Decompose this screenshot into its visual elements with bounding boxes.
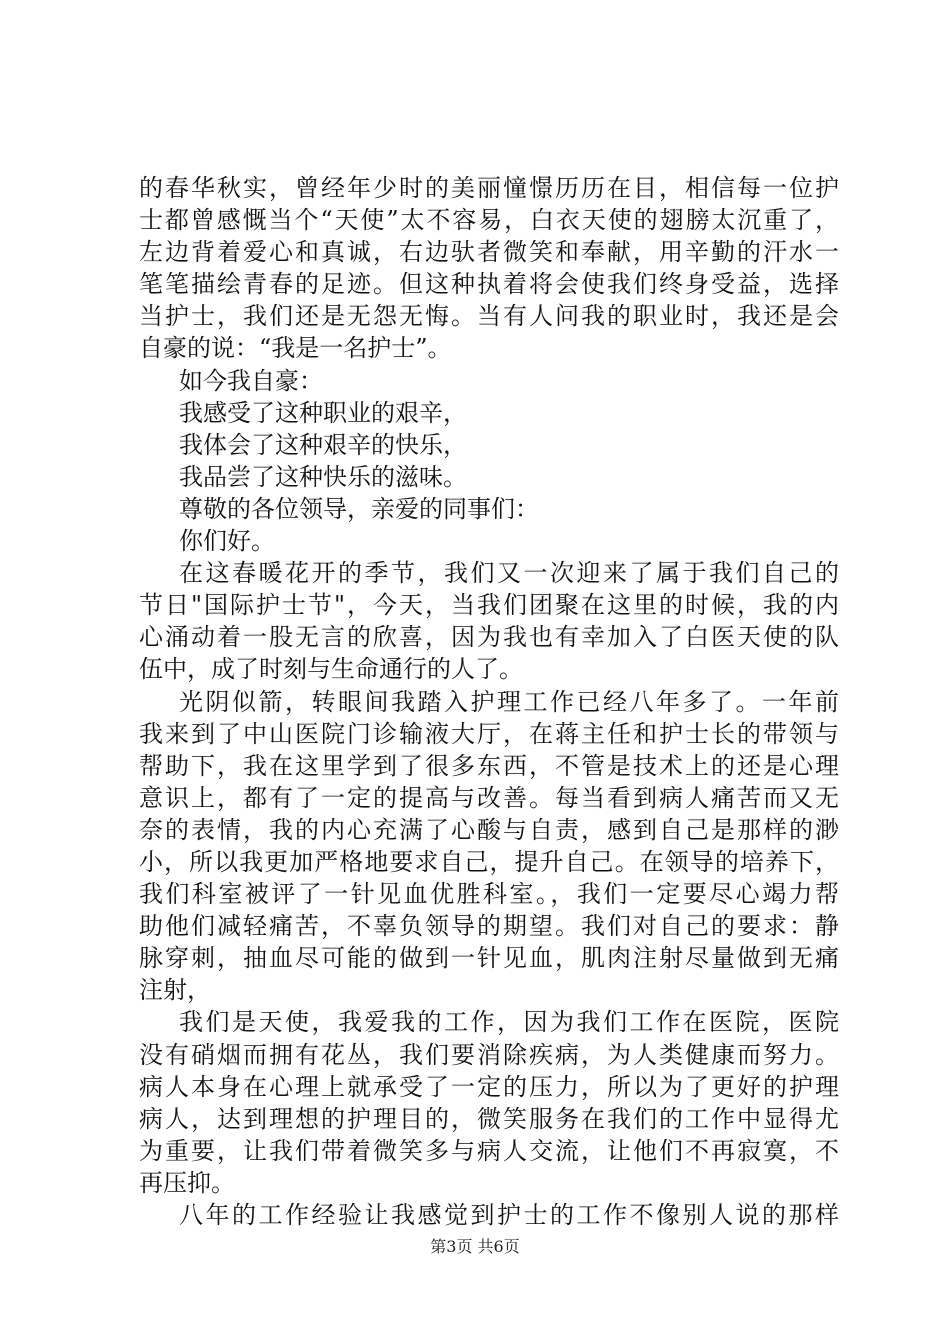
text-line: 节日"国际护士节"，今天，当我们团聚在这里的时候，我的内 (139, 591, 839, 620)
text-line: 病人本身在心理上就承受了一定的压力，所以为了更好的护理 (139, 1072, 839, 1101)
text-line: 病人，达到理想的护理目的，微笑服务在我们的工作中显得尤 (139, 1104, 839, 1133)
text-line: 帮助下，我在这里学到了很多东西，不管是技术上的还是心理 (139, 751, 839, 780)
text-line: 士都曾感慨当个“天使”太不容易，白衣天使的翅膀太沉重了， (139, 206, 839, 235)
text-line: 助他们减轻痛苦，不辜负领导的期望。我们对自己的要求：静 (139, 912, 839, 941)
text-line: 在这春暖花开的季节，我们又一次迎来了属于我们自己的 (179, 559, 839, 588)
text-line: 心涌动着一股无言的欣喜，因为我也有幸加入了白医天使的队 (139, 623, 839, 652)
document-body (139, 172, 839, 1231)
text-line: 再压抑。 (139, 1168, 235, 1197)
text-line: 伍中，成了时刻与生命通行的人了。 (139, 655, 523, 684)
text-line: 尊敬的各位领导，亲爱的同事们： (179, 494, 539, 523)
text-line: 小，所以我更加严格地要求自己，提升自己。在领导的培养下， (139, 847, 839, 876)
text-line: 八年的工作经验让我感觉到护士的工作不像别人说的那样 (179, 1201, 839, 1229)
text-line: 我们是天使，我爱我的工作，因为我们工作在医院，医院 (179, 1008, 839, 1037)
text-line: 我们科室被评了一针见血优胜科室。，我们一定要尽心竭力帮 (139, 880, 839, 909)
text-line: 笔笔描绘青春的足迹。但这种执着将会使我们终身受益，选择 (139, 270, 839, 299)
text-line: 为重要，让我们带着微笑多与病人交流，让他们不再寂寞，不 (139, 1136, 839, 1165)
text-line: 的春华秋实，曾经年少时的美丽憧憬历历在目，相信每一位护 (139, 174, 839, 202)
text-line: 我体会了这种艰辛的快乐， (179, 430, 467, 459)
text-line: 自豪的说：“我是一名护士”。 (139, 334, 452, 363)
text-line: 如今我自豪： (179, 366, 323, 395)
text-line: 没有硝烟而拥有花丛，我们要消除疾病，为人类健康而努力。 (139, 1040, 839, 1069)
text-line: 我来到了中山医院门诊输液大厅，在蒋主任和护士长的带领与 (139, 719, 839, 748)
text-line: 你们好。 (179, 527, 275, 556)
text-line: 左边背着爱心和真诚，右边驮者微笑和奉献，用辛勤的汗水一 (139, 238, 839, 267)
text-line: 注射， (139, 976, 211, 1005)
text-line: 脉穿刺，抽血尽可能的做到一针见血，肌肉注射尽量做到无痛 (139, 944, 839, 973)
text-line: 我感受了这种职业的艰辛， (179, 398, 467, 427)
text-line: 当护士，我们还是无怨无悔。当有人问我的职业时，我还是会 (139, 302, 839, 331)
text-line: 我品尝了这种快乐的滋味。 (179, 462, 467, 491)
text-line: 意识上，都有了一定的提高与改善。每当看到病人痛苦而又无 (139, 783, 839, 812)
text-line: 光阴似箭，转眼间我踏入护理工作已经八年多了。一年前 (179, 687, 839, 716)
page-footer: 第3页 共6页 (430, 1237, 520, 1256)
text-line: 奈的表情，我的内心充满了心酸与自责，感到自己是那样的渺 (139, 815, 839, 844)
